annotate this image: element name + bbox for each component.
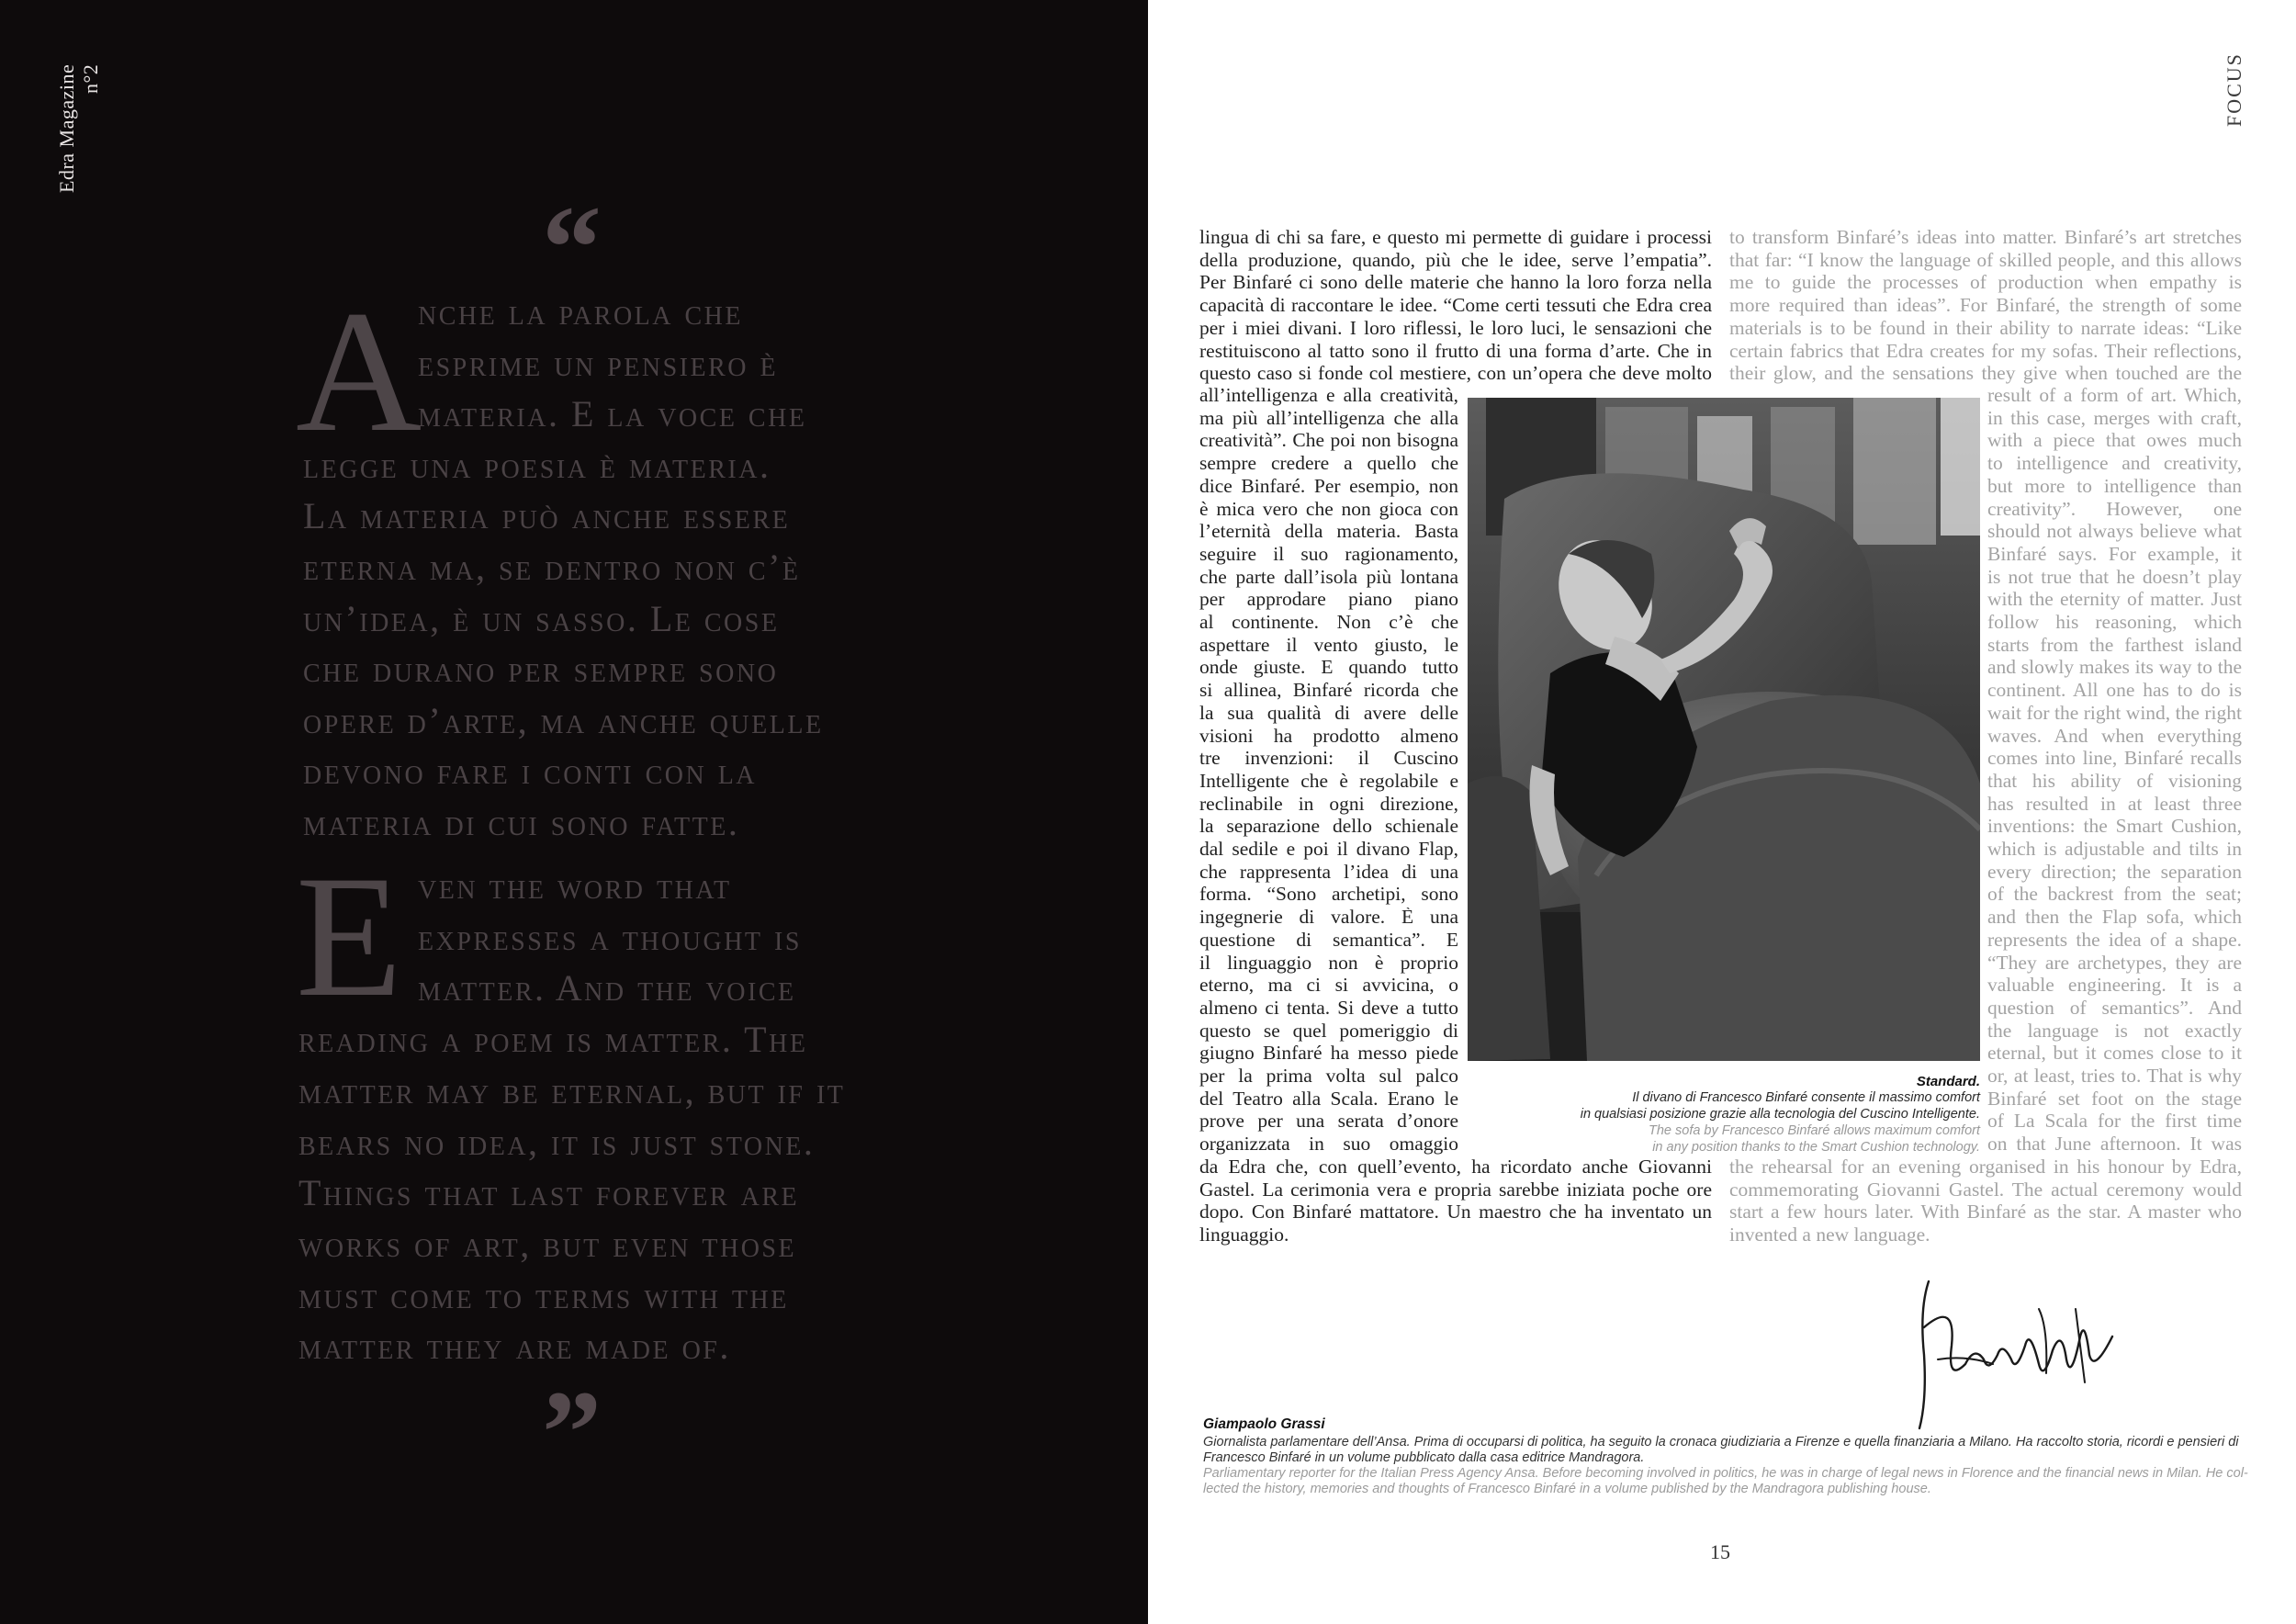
author-bio-english-line: Parliamentary reporter for the Italian Press Agency Ansa. Before becoming involved in politics, he was in charge of legal news in Florence and the financial news in Milan. He col- xyxy=(1203,1466,2248,1481)
english-body-line: start a few hours later. With Binfaré as the star. A master who xyxy=(1729,1202,2242,1224)
italian-quote-line: eterna ma, se dentro non c’è xyxy=(303,547,801,588)
english-body-line: result of a form of art. Which, xyxy=(1987,386,2242,406)
english-body-line: creativity”. However, one xyxy=(1987,499,2242,520)
english-body-line: with the eternity of matter. Just xyxy=(1987,590,2242,611)
italian-body-line: questo se quel pomeriggio di xyxy=(1199,1021,1458,1042)
italian-body-line: che parte dall’isola più lontana xyxy=(1199,567,1458,588)
english-body-line: has resulted in at least three xyxy=(1987,794,2242,815)
italian-body-line: lingua di chi sa fare, e questo mi permette di guidare i processi xyxy=(1199,228,1712,248)
english-body-line: Binfaré says. For example, it xyxy=(1987,544,2242,565)
italian-body-line: almeno ci tenta. Si deve a tutto xyxy=(1199,998,1458,1019)
page-number: 15 xyxy=(1710,1540,1730,1563)
italian-body-line: reclinabile in ogni direzione, xyxy=(1199,794,1458,815)
close-quote-mark: ” xyxy=(542,1367,602,1499)
italian-body-line: Gastel. La cerimonia vera e propria sarebbe iniziata poche ore xyxy=(1199,1179,1712,1201)
english-body-line: in this case, merges with craft, xyxy=(1987,408,2242,429)
english-body-line: waves. And when everything xyxy=(1987,726,2242,747)
italian-body-line: aspettare il vento giusto, le xyxy=(1199,635,1458,656)
italian-body-line: dopo. Con Binfaré mattatore. Un maestro che ha inventato un xyxy=(1199,1202,1712,1224)
english-dropcap: E xyxy=(296,840,405,1033)
italian-body-line: per la prima volta sul palco xyxy=(1199,1066,1458,1087)
english-body-line: to intelligence and creativity, xyxy=(1987,454,2242,475)
english-body-line: and slowly makes its way to the xyxy=(1987,658,2242,679)
english-body-line: comes into line, Binfaré recalls xyxy=(1987,749,2242,770)
author-bio-italian-line: Giornalista parlamentare dell’Ansa. Prima di occuparsi di politica, ha seguito la cronaca giudiziaria a Firenze e quella finanziaria a Milano. Ha raccolto storia, ricordi e pensieri di xyxy=(1203,1435,2239,1449)
english-quote-line: Things that last forever are xyxy=(298,1172,800,1214)
section-running-head: FOCUS xyxy=(2223,52,2245,127)
italian-body-line: al continente. Non c’è che xyxy=(1199,613,1458,633)
italian-body-line: la sua qualità di avere delle xyxy=(1199,703,1458,724)
english-body-line: should not always believe what xyxy=(1987,522,2242,543)
english-body-line: or, at least, tries to. That is why xyxy=(1987,1066,2242,1087)
italian-quote-line: La materia può anche essere xyxy=(303,495,791,537)
author-name: Giampaolo Grassi xyxy=(1203,1416,1325,1432)
english-quote-line: reading a poem is matter. The xyxy=(298,1019,808,1061)
english-body-line: with a piece that owes much xyxy=(1987,431,2242,452)
italian-quote-line: materia. E la voce che xyxy=(418,393,807,435)
english-quote-line: must come to terms with the xyxy=(298,1274,789,1316)
italian-quote-line: nche la parola che xyxy=(418,291,743,333)
english-body-line: but more to intelligence than xyxy=(1987,476,2242,497)
english-body-line: of La Scala for the first time xyxy=(1987,1111,2242,1133)
magazine-running-head: Edra Magazine n°2 xyxy=(55,64,102,194)
italian-body-line: creatività”. Che poi non bisogna xyxy=(1199,431,1458,452)
italian-quote-line: esprime un pensiero è xyxy=(418,342,779,384)
english-quote-line: matter they are made of. xyxy=(298,1325,731,1368)
italian-body-line: l’eternità della materia. Basta xyxy=(1199,522,1458,543)
italian-body-line: visioni ha prodotto almeno xyxy=(1199,726,1458,747)
italian-body-line: Per Binfaré ci sono delle materie che hanno la loro forza nella xyxy=(1199,273,1712,294)
italian-body-line: capacità di raccontare le idee. “Come certi tessuti che Edra crea xyxy=(1199,296,1712,317)
italian-body-line: da Edra che, con quell’evento, ha ricordato anche Giovanni xyxy=(1199,1157,1712,1178)
italian-body-line: prove per una serata d’onore xyxy=(1199,1111,1458,1133)
italian-body-line: seguire il suo ragionamento, xyxy=(1199,544,1458,565)
italian-body-line: ingegnerie di valore. È una xyxy=(1199,908,1458,929)
english-body-line: valuable engineering. It is a xyxy=(1987,976,2242,997)
english-body-line: certain fabrics that Edra creates for my sofas. Their reflections, xyxy=(1729,341,2242,362)
english-body-line: commemorating Giovanni Gastel. The actual ceremony would xyxy=(1729,1179,2242,1201)
english-quote-line: matter. And the voice xyxy=(418,967,796,1009)
italian-body-line: per i miei divani. I loro riflessi, le loro luci, le sensazioni che xyxy=(1199,318,1712,339)
caption-english-line: The sofa by Francesco Binfaré allows maximum comfort xyxy=(1648,1123,1980,1138)
italian-body-line: la separazione dello schienale xyxy=(1199,817,1458,838)
author-signature xyxy=(1901,1272,2122,1433)
english-body-line: on that June afternoon. It was xyxy=(1987,1134,2242,1156)
italian-dropcap: A xyxy=(296,276,424,468)
italian-body-line: della produzione, quando, più che le idee, serve l’empatia”. xyxy=(1199,250,1712,271)
english-quote-line: ven the word that xyxy=(418,865,732,907)
english-body-line: eternal, but it comes close to it xyxy=(1987,1043,2242,1065)
italian-body-line: eterno, ma ci si avvicina, o xyxy=(1199,976,1458,997)
english-body-line: inventions: the Smart Cushion, xyxy=(1987,817,2242,838)
italian-body-line: organizzata in suo omaggio xyxy=(1199,1134,1458,1156)
italian-body-line: onde giuste. E quando tutto xyxy=(1199,658,1458,679)
english-body-line: their glow, and the sensations they give when touched are the xyxy=(1729,364,2242,385)
english-body-line: to transform Binfaré’s ideas into matter. Binfaré’s art stretches xyxy=(1729,228,2242,248)
italian-body-line: il linguaggio non è proprio xyxy=(1199,953,1458,974)
english-body-line: the language is not exactly xyxy=(1987,1021,2242,1042)
caption-italian-line: Il divano di Francesco Binfaré consente il massimo comfort xyxy=(1632,1090,1980,1105)
english-body-line: every direction; the separation xyxy=(1987,862,2242,883)
italian-quote-line: opere d’arte, ma anche quelle xyxy=(303,699,824,741)
italian-body-line: per approdare piano piano xyxy=(1199,590,1458,611)
english-body-line: the rehearsal for an evening organised in his honour by Edra, xyxy=(1729,1157,2242,1178)
english-body-line: represents the idea of a shape. xyxy=(1987,930,2242,951)
italian-body-line: restituiscono al tatto sono il frutto di una forma d’arte. Che in xyxy=(1199,341,1712,362)
italian-body-line: sempre credere a quello che xyxy=(1199,454,1458,475)
italian-body-line: tre invenzioni: il Cuscino xyxy=(1199,749,1458,770)
open-quote-mark: “ xyxy=(542,182,602,314)
italian-quote-line: che durano per sempre sono xyxy=(303,648,779,691)
english-body-line: is not true that he doesn’t play xyxy=(1987,567,2242,588)
author-bio-italian-line: Francesco Binfaré in un volume pubblicato dalla casa editrice Mandragora. xyxy=(1203,1450,1645,1465)
caption-italian-line: in qualsiasi posizione grazie alla tecnologia del Cuscino Intelligente. xyxy=(1580,1107,1980,1122)
english-body-line: Binfaré set foot on the stage xyxy=(1987,1088,2242,1110)
italian-body-line: questo caso si fonde col mestiere, con un’opera che deve molto xyxy=(1199,364,1712,385)
caption-title: Standard. xyxy=(1916,1074,1980,1089)
italian-quote-line: devono fare i conti con la xyxy=(303,750,758,793)
italian-body-line: è mica vero che non gioca con xyxy=(1199,499,1458,520)
english-quote-line: matter may be eternal, but if it xyxy=(298,1069,846,1111)
english-body-line: “They are archetypes, they are xyxy=(1987,953,2242,974)
italian-body-line: Intelligente che è regolabile e xyxy=(1199,771,1458,792)
english-body-line: starts from the farthest island xyxy=(1987,635,2242,656)
english-body-line: invented a new language. xyxy=(1729,1224,1930,1246)
english-body-line: follow his reasoning, which xyxy=(1987,613,2242,633)
english-quote-line: works of art, but even those xyxy=(298,1223,797,1265)
italian-quote-line: un’idea, è un sasso. Le cose xyxy=(303,597,780,639)
right-page xyxy=(1148,0,2296,1624)
italian-body-line: del Teatro alla Scala. Erano le xyxy=(1199,1088,1458,1110)
english-body-line: which is adjustable and tilts in xyxy=(1987,840,2242,860)
italian-body-line: dice Binfaré. Per esempio, non xyxy=(1199,476,1458,497)
photo-caption xyxy=(1148,0,1980,1155)
english-body-line: that his ability of visioning xyxy=(1987,771,2242,792)
italian-body-line: si allinea, Binfaré ricorda che xyxy=(1199,681,1458,702)
italian-body-line: all’intelligenza e alla creatività, xyxy=(1199,386,1458,406)
italian-body-line: giugno Binfaré ha messo piede xyxy=(1199,1043,1458,1065)
italian-body-line: questione di semantica”. E xyxy=(1199,930,1458,951)
english-body-line: of the backrest from the seat; xyxy=(1987,885,2242,906)
english-body-line: and then the Flap sofa, which xyxy=(1987,908,2242,929)
italian-body-line: che rappresenta l’idea di una xyxy=(1199,862,1458,883)
english-body-line: continent. All one has to do is xyxy=(1987,681,2242,702)
italian-body-line: forma. “Sono archetipi, sono xyxy=(1199,885,1458,906)
caption-english-line: in any position thanks to the Smart Cushion technology. xyxy=(1652,1140,1980,1155)
italian-body-line: linguaggio. xyxy=(1199,1224,1289,1246)
italian-body-line: ma più all’intelligenza che alla xyxy=(1199,408,1458,429)
english-quote-line: expresses a thought is xyxy=(418,916,802,958)
english-body-line: question of semantics”. And xyxy=(1987,998,2242,1019)
english-body-line: me to guide the processes of production when empathy is xyxy=(1729,273,2242,294)
english-body-line: more required than ideas”. For Binfaré, the strength of some xyxy=(1729,296,2242,317)
english-body-line: wait for the right wind, the right xyxy=(1987,703,2242,724)
italian-quote-line: materia di cui sono fatte. xyxy=(303,802,740,843)
author-bio-english-line: lected the history, memories and thoughts of Francesco Binfaré in a volume published by the Mandragora publishing house. xyxy=(1203,1482,1931,1496)
english-body-line: materials is to be found in their ability to narrate ideas: “Like xyxy=(1729,318,2242,339)
italian-quote-line: legge una poesia è materia. xyxy=(303,444,771,486)
english-quote-line: bears no idea, it is just stone. xyxy=(298,1121,816,1163)
english-body-line: that far: “I know the language of skilled people, and this allows xyxy=(1729,250,2242,271)
italian-body-line: dal sedile e poi il divano Flap, xyxy=(1199,840,1458,860)
